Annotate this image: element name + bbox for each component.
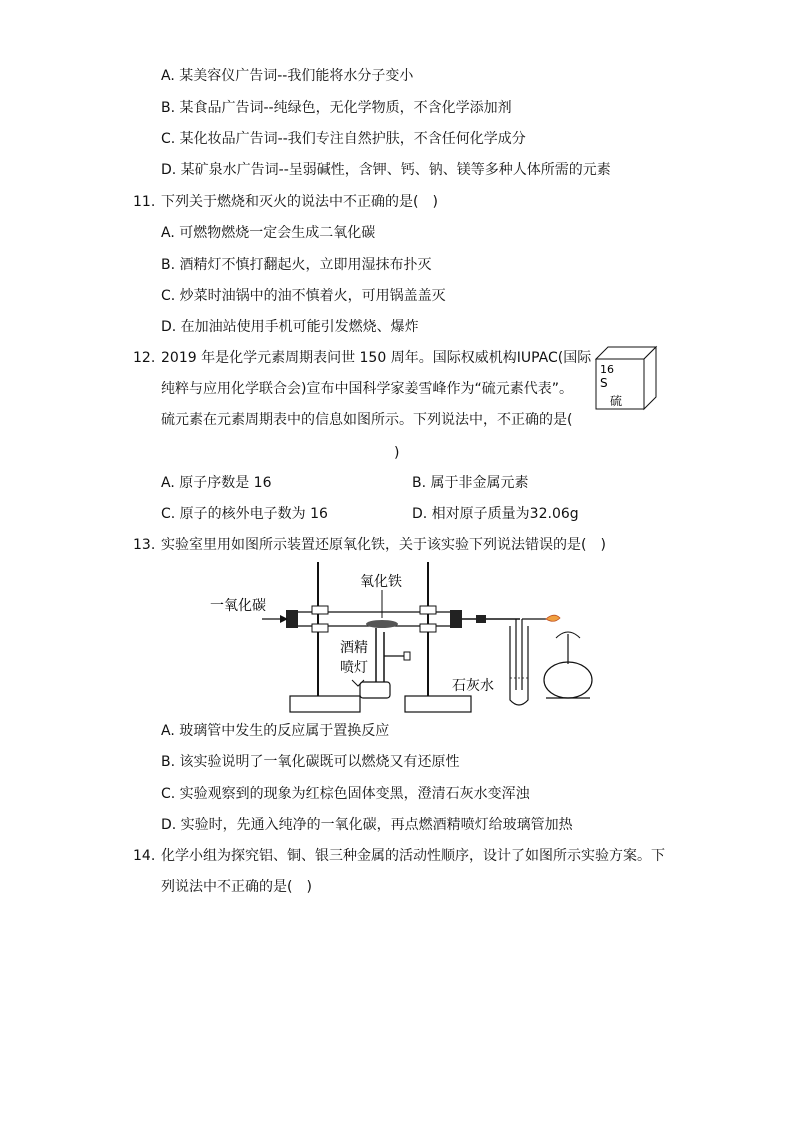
q14-stem-line-2: 列说法中不正确的是( ) <box>161 879 312 895</box>
q12-option-c: C. 原子的核外电子数为 16 <box>161 506 328 522</box>
sulfur-element-tile <box>592 343 660 411</box>
q11-option-a: A. 可燃物燃烧一定会生成二氧化碳 <box>161 225 376 241</box>
label-limewater: 石灰水 <box>452 678 494 694</box>
element-symbol: S <box>600 376 608 390</box>
q12-option-a: A. 原子序数是 16 <box>161 475 272 491</box>
label-iron-oxide: 氧化铁 <box>360 574 402 590</box>
q11-option-d: D. 在加油站使用手机可能引发燃烧、爆炸 <box>161 319 419 335</box>
q11-stem: 下列关于燃烧和灭火的说法中不正确的是( ) <box>161 194 438 210</box>
q13-number: 13. <box>133 537 156 553</box>
element-name: 硫 <box>610 394 623 408</box>
q12-option-b: B. 属于非金属元素 <box>412 475 529 491</box>
q12-stem-line-2: 纯粹与应用化学联合会)宣布中国科学家姜雪峰作为“硫元素代表”。 <box>161 381 573 397</box>
q10-option-d: D. 某矿泉水广告词--呈弱碱性，含钾、钙、钠、镁等多种人体所需的元素 <box>161 162 611 178</box>
q13-option-b: B. 该实验说明了一氧化碳既可以燃烧又有还原性 <box>161 754 460 770</box>
label-carbon-monoxide: 一氧化碳 <box>210 598 266 614</box>
q13-option-c: C. 实验观察到的现象为红棕色固体变黑，澄清石灰水变浑浊 <box>161 786 530 802</box>
label-lamp-line2: 喷灯 <box>340 660 368 676</box>
q12-stem-line-4: ) <box>394 445 400 461</box>
q13-option-a: A. 玻璃管中发生的反应属于置换反应 <box>161 723 390 739</box>
q11-option-b: B. 酒精灯不慎打翻起火，立即用湿抹布扑灭 <box>161 257 432 273</box>
q12-stem-line-1: 2019 年是化学元素周期表问世 150 周年。国际权威机构IUPAC(国际 <box>161 350 592 366</box>
q14-stem-line-1: 化学小组为探究铝、铜、银三种金属的活动性顺序，设计了如图所示实验方案。下 <box>161 848 665 864</box>
q11-option-c: C. 炒菜时油锅中的油不慎着火，可用锅盖盖灭 <box>161 288 446 304</box>
q10-option-a: A. 某美容仪广告词--我们能将水分子变小 <box>161 68 414 84</box>
q12-stem-line-3: 硫元素在元素周期表中的信息如图所示。下列说法中，不正确的是( <box>161 412 573 428</box>
q12-number: 12. <box>133 350 156 366</box>
q10-option-c: C. 某化妆品广告词--我们专注自然护肤，不含任何化学成分 <box>161 131 526 147</box>
element-number: 16 <box>600 363 614 376</box>
label-lamp-line1: 酒精 <box>340 640 368 656</box>
q13-option-d: D. 实验时，先通入纯净的一氧化碳，再点燃酒精喷灯给玻璃管加热 <box>161 817 573 833</box>
q14-number: 14. <box>133 848 156 864</box>
q12-option-d: D. 相对原子质量为32.06g <box>412 506 579 522</box>
iron-oxide-reduction-apparatus <box>200 560 600 718</box>
q10-option-b: B. 某食品广告词--纯绿色，无化学物质，不含化学添加剂 <box>161 100 512 116</box>
q13-stem: 实验室里用如图所示装置还原氧化铁，关于该实验下列说法错误的是( ) <box>161 537 606 553</box>
q11-number: 11. <box>133 194 156 210</box>
